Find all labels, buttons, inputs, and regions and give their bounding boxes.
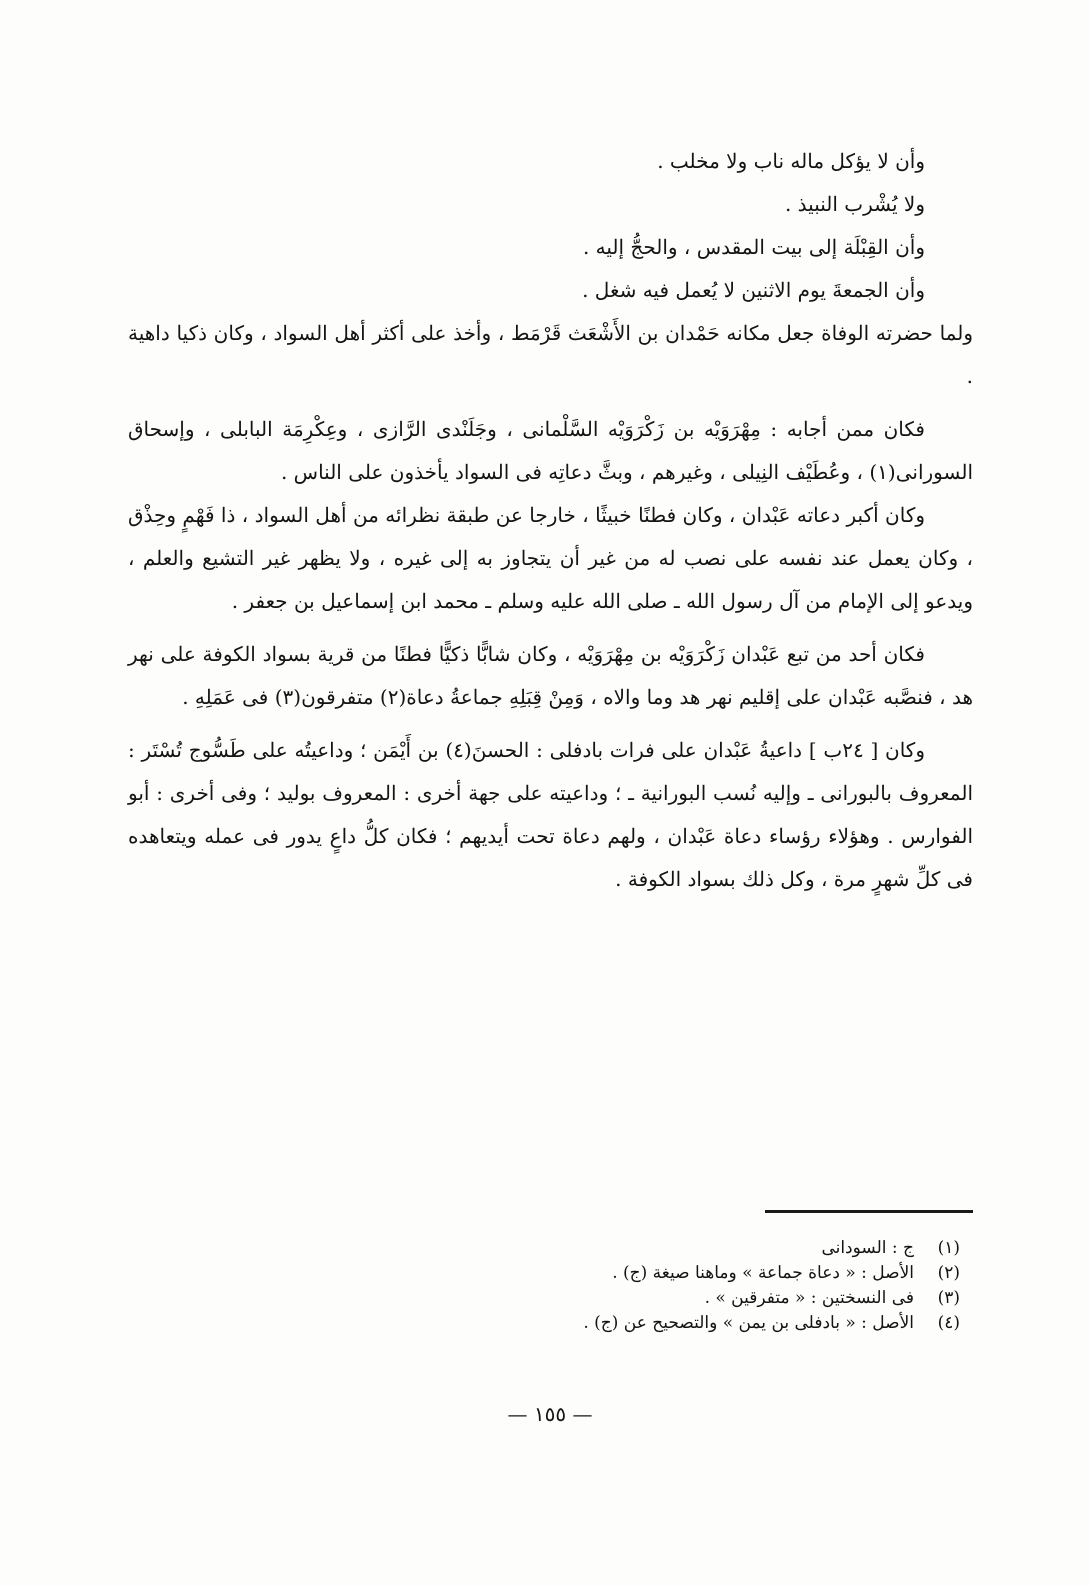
text-line: وأن لا يؤكل ماله ناب ولا مخلب . <box>657 149 925 173</box>
paragraph: وكان [ ٢٤ب ] داعيةُ عَبْدان على فرات بادفلى : الحسنَ(٤) بن أَيْمَن ؛ وداعيتُه على طَسُّوج تُسْتَر : المعروف بالبورانى ـ وإليه نُسب البورانية ـ ؛ وداعيته على جهة أخرى : المعروف بوليد ؛ وفى أخرى : أبو الفوارس . وهؤلاء رؤساء دعاة عَبْدان ، ولهم دعاة تحت أيديهم ؛ فكان كلُّ داعٍ يدور فى عمله ويتعاهده فى كلِّ شهرٍ مرة ، وكل ذلك بسواد الكوفة . <box>128 738 973 891</box>
footnote-text: الأصل : « دعاة جماعة » وماهنا صيغة (ج) . <box>612 1263 914 1283</box>
footnote-text: ج : السودانى <box>821 1238 914 1258</box>
paragraph: ولما حضرته الوفاة جعل مكانه حَمْدان بن الأَشْعَث قَرْمَط ، وأخذ على أكثر أهل السواد ، وكان ذكيا داهية . <box>128 321 973 388</box>
text-line: وأن القِبْلَة إلى بيت المقدس ، والحجُّ إليه . <box>582 235 925 259</box>
paragraph: وكان أكبر دعاته عَبْدان ، وكان فطنًا خبيثًا ، خارجا عن طبقة نظرائه من أهل السواد ، ذا فَهْمٍ وحِذْق ، وكان يعمل عند نفسه على نصب له من غير أن يتجاوز به إلى غيره ، ولا يظهر غير التشيع والعلم ، ويدعو إلى الإمام من آل رسول الله ـ صلى الله عليه وسلم ـ محمد ابن إسماعيل بن جعفر . <box>128 503 973 613</box>
page-number: — ١٥٥ — <box>507 1402 593 1426</box>
footnote-number: (٣) <box>937 1288 960 1308</box>
footnote-number: (٢) <box>937 1263 960 1283</box>
footnote <box>380 1286 960 1311</box>
footnote <box>380 1311 960 1336</box>
paragraph: فكان أحد من تبع عَبْدان زَكْرَوَيْه بن مِهْرَوَيْه ، وكان شابًّا ذكيًّا فطنًا من قرية بسواد الكوفة على نهر هد ، فنصَّبه عَبْدان على إقليم نهر هد وما والاه ، وَمِنْ قِبَلِهِ جماعةُ دعاة(٢) متفرقون(٣) فى عَمَلِهِ . <box>128 642 973 709</box>
footnote <box>380 1261 960 1286</box>
footnotes <box>380 1236 960 1336</box>
footnote <box>380 1236 960 1261</box>
text-line: وأن الجمعةَ يوم الاثنين لا يُعمل فيه شغل . <box>582 278 925 302</box>
main-text <box>128 140 973 901</box>
footnote-separator <box>765 1210 973 1213</box>
footnote-number: (٤) <box>937 1313 960 1333</box>
footnote-number: (١) <box>937 1238 960 1258</box>
text-line: ولا يُشْرب النبيذ . <box>784 192 925 216</box>
footnote-text: الأصل : « بادفلى بن يمن » والتصحيح عن (ج) . <box>583 1313 914 1333</box>
footnote-text: فى النسختين : « متفرقين » . <box>704 1288 914 1308</box>
paragraph: فكان ممن أجابه : مِهْرَوَيْه بن زَكْرَوَيْه السَّلْمانى ، وجَلَنْدى الرَّازى ، وعِكْرِمَة البابلى ، وإسحاق السورانى(١) ، وعُطَيْف النِيلى ، وغيرهم ، وبثَّ دعاتِه فى السواد يأخذون على الناس . <box>128 417 973 484</box>
